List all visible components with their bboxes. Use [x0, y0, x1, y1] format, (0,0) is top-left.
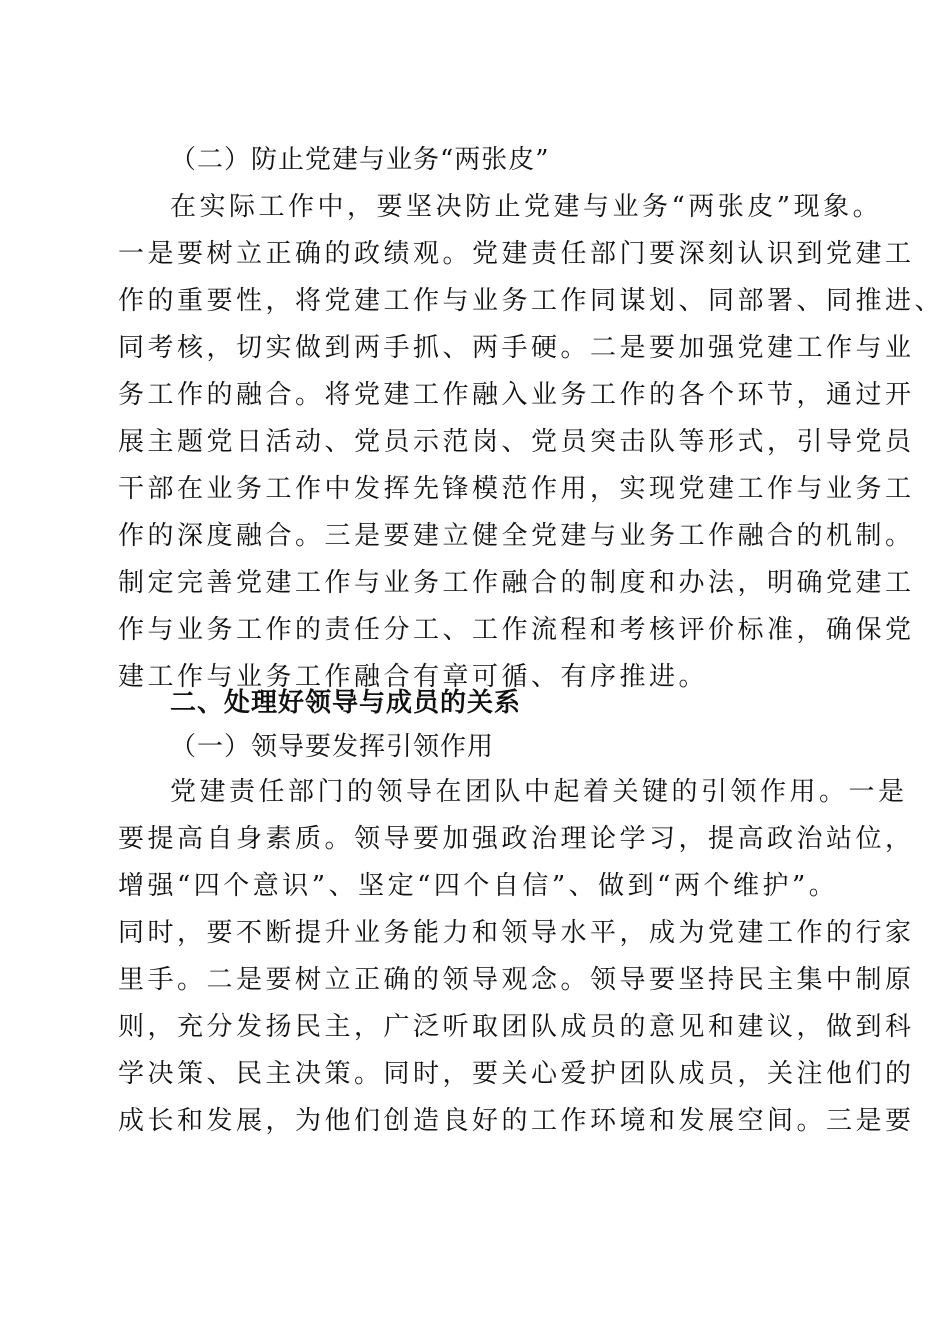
section-heading-2-2: （二）防止党建与业务“两张皮”	[170, 145, 550, 175]
paragraph-line: 同时，要不断提升业务能力和领导水平，成为党建工作的行家	[118, 918, 915, 948]
paragraph-line: 作与业务工作的责任分工、工作流程和考核评价标准，确保党	[118, 615, 915, 645]
paragraph-line: 里手。二是要树立正确的领导观念。领导要坚持民主集中制原	[118, 965, 915, 995]
paragraph-line: 建工作与业务工作融合有章可循、有序推进。	[118, 662, 709, 692]
paragraph-line: 展主题党日活动、党员示范岗、党员突击队等形式，引导党员	[118, 427, 915, 457]
paragraph-line: 成长和发展，为他们创造良好的工作环境和发展空间。三是要	[118, 1106, 915, 1136]
paragraph-line: 增强“四个意识”、坚定“四个自信”、做到“两个维护”。	[118, 871, 839, 901]
paragraph-line: 作的深度融合。三是要建立健全党建与业务工作融合的机制。	[118, 521, 915, 551]
paragraph-line: 在实际工作中，要坚决防止党建与业务“两张皮”现象。	[170, 192, 883, 222]
paragraph-line: 一是要树立正确的政绩观。党建责任部门要深刻认识到党建工	[118, 239, 915, 269]
paragraph-line: 学决策、民主决策。同时，要关心爱护团队成员，关注他们的	[118, 1059, 915, 1089]
paragraph-line: 务工作的融合。将党建工作融入业务工作的各个环节，通过开	[118, 380, 915, 410]
paragraph-line: 制定完善党建工作与业务工作融合的制度和办法，明确党建工	[118, 568, 915, 598]
paragraph-line: 作的重要性，将党建工作与业务工作同谋划、同部署、同推进、	[118, 286, 945, 316]
paragraph-line: 干部在业务工作中发挥先锋模范作用，实现党建工作与业务工	[118, 474, 915, 504]
section-heading-two: 二、处理好领导与成员的关系	[170, 688, 522, 718]
paragraph-line: 同考核，切实做到两手抓、两手硬。二是要加强党建工作与业	[118, 333, 915, 363]
paragraph-line: 则，充分发扬民主，广泛听取团队成员的意见和建议，做到科	[118, 1012, 915, 1042]
paragraph-line: 要提高自身素质。领导要加强政治理论学习，提高政治站位，	[118, 824, 915, 854]
section-heading-two-1: （一）领导要发挥引领作用	[170, 732, 495, 762]
paragraph-line: 党建责任部门的领导在团队中起着关键的引领作用。一是	[170, 777, 908, 807]
